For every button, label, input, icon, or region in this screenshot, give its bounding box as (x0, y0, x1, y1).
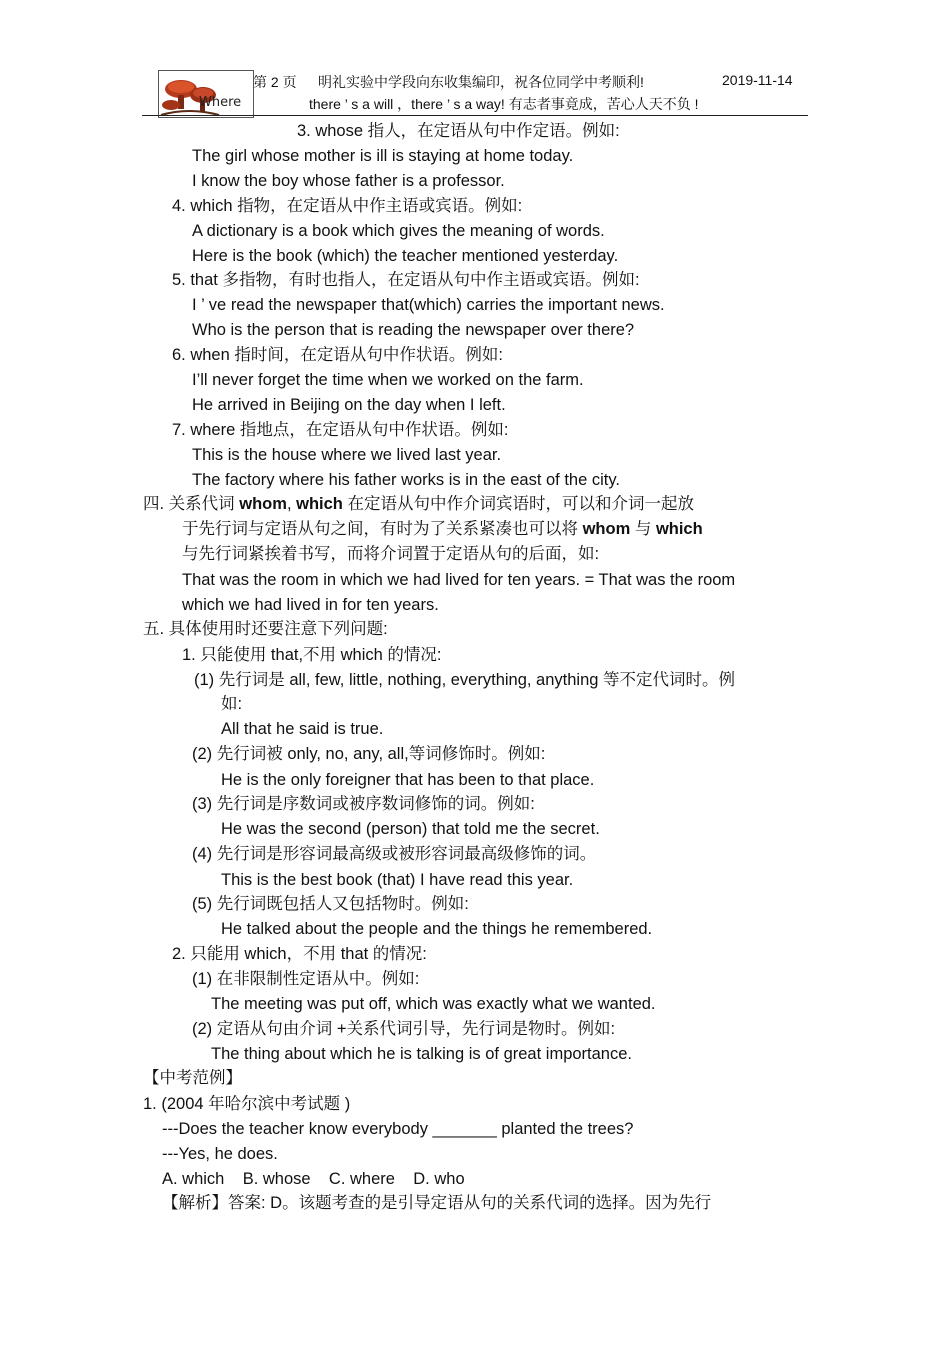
example-line: He talked about the people and the things he remembered. (221, 920, 653, 938)
mushroom-logo-image (159, 71, 253, 117)
text-line: 4. which 指物，在定语从中作主语或宾语。例如: (172, 197, 523, 215)
text-run: 在定语从句中作介词宾语时，可以和介词一起放 (342, 495, 694, 513)
text-run: 四. 关系代词 (143, 495, 240, 513)
exam-examples-heading: 【中考范例】 (143, 1069, 242, 1087)
text-line: 3. whose 指人，在定语从句中作定语。例如: (297, 122, 620, 140)
example-line: This is the best book (that) I have read this year. (221, 871, 574, 889)
text-line: (1) 在非限制性定语从中。例如: (192, 970, 420, 988)
text-line: 1. 只能使用 that,不用 which 的情况: (182, 646, 442, 664)
text-line: 2. 只能用 which，不用 that 的情况: (172, 945, 427, 963)
example-line: The girl whose mother is ill is staying at home today. (192, 147, 574, 165)
example-line: That was the room in which we had lived for ten years. = That was the room (182, 571, 736, 589)
analysis-line: 【解析】答案: D。该题考查的是引导定语从句的关系代词的选择。因为先行 (162, 1194, 712, 1212)
text-line (182, 519, 703, 539)
example-line: The thing about which he is talking is of great importance. (211, 1045, 632, 1063)
example-line: He was the second (person) that told me the secret. (221, 820, 600, 838)
example-line: I’ll never forget the time when we worked on the farm. (192, 371, 584, 389)
header-title: 明礼实验中学段向东收集编印，祝各位同学中考顺利! (318, 74, 644, 90)
example-line: The factory where his father works is in the east of the city. (192, 471, 620, 489)
text-line: (2) 定语从句由介词 +关系代词引导，先行词是物时。例如: (192, 1020, 616, 1038)
answer-options: A. which B. whose C. where D. who (162, 1170, 465, 1188)
answer-line: ---Yes, he does. (162, 1145, 278, 1163)
text-line: 7. where 指地点，在定语从句中作状语。例如: (172, 421, 509, 439)
example-line: He arrived in Beijing on the day when I left. (192, 396, 506, 414)
keyword-whom: whom (582, 520, 631, 538)
example-line: All that he said is true. (221, 720, 384, 738)
section-five-heading: 五. 具体使用时还要注意下列问题: (143, 620, 388, 638)
example-line: I ’ ve read the newspaper that(which) carries the important news. (192, 296, 665, 314)
text-run: , (286, 495, 297, 513)
question-line: ---Does the teacher know everybody _______ planted the trees? (162, 1120, 634, 1138)
keyword-which: which (296, 495, 343, 513)
text-line: 5. that 多指物，有时也指人，在定语从句中作主语或宾语。例如: (172, 271, 640, 289)
text-run: 与 (630, 520, 656, 538)
header-divider (142, 115, 808, 116)
text-line: 与先行词紧挨着书写，而将介词置于定语从句的后面，如: (182, 545, 600, 563)
example-line: which we had lived in for ten years. (182, 596, 439, 614)
text-line: 6. when 指时间，在定语从句中作状语。例如: (172, 346, 503, 364)
text-line: (1) 先行词是 all, few, little, nothing, everything, anything 等不定代词时。例 (194, 671, 736, 689)
header-page-number: 第 2 页 (253, 74, 297, 90)
header-logo (158, 70, 254, 118)
example-line: Here is the book (which) the teacher mentioned yesterday. (192, 247, 619, 265)
example-line: A dictionary is a book which gives the meaning of words. (192, 222, 605, 240)
text-line: 如: (221, 695, 243, 713)
example-line: He is the only foreigner that has been to that place. (221, 771, 595, 789)
header-motto: there ’ s a will ，there ’ s a way! 有志者事竟成，苦心人天不负 ! (309, 96, 699, 112)
header-date: 2019-11-14 (722, 72, 793, 88)
example-line: I know the boy whose father is a professor. (192, 172, 505, 190)
section-four-heading (143, 494, 694, 514)
text-run: 于先行词与定语从句之间，有时为了关系紧凑也可以将 (182, 520, 583, 538)
question-title: 1. (2004 年哈尔滨中考试题 ) (143, 1095, 351, 1113)
text-line: (2) 先行词被 only, no, any, all,等词修饰时。例如: (192, 745, 546, 763)
example-line: This is the house where we lived last year. (192, 446, 502, 464)
text-line: (4) 先行词是形容词最高级或被形容词最高级修饰的词。 (192, 845, 597, 863)
example-line: Who is the person that is reading the newspaper over there? (192, 321, 635, 339)
keyword-which: which (655, 520, 703, 538)
example-line: The meeting was put off, which was exactly what we wanted. (211, 995, 656, 1013)
logo-word: Where (199, 95, 242, 110)
keyword-whom: whom (239, 495, 287, 513)
text-line: (5) 先行词既包括人又包括物时。例如: (192, 895, 469, 913)
text-line: (3) 先行词是序数词或被序数词修饰的词。例如: (192, 795, 535, 813)
